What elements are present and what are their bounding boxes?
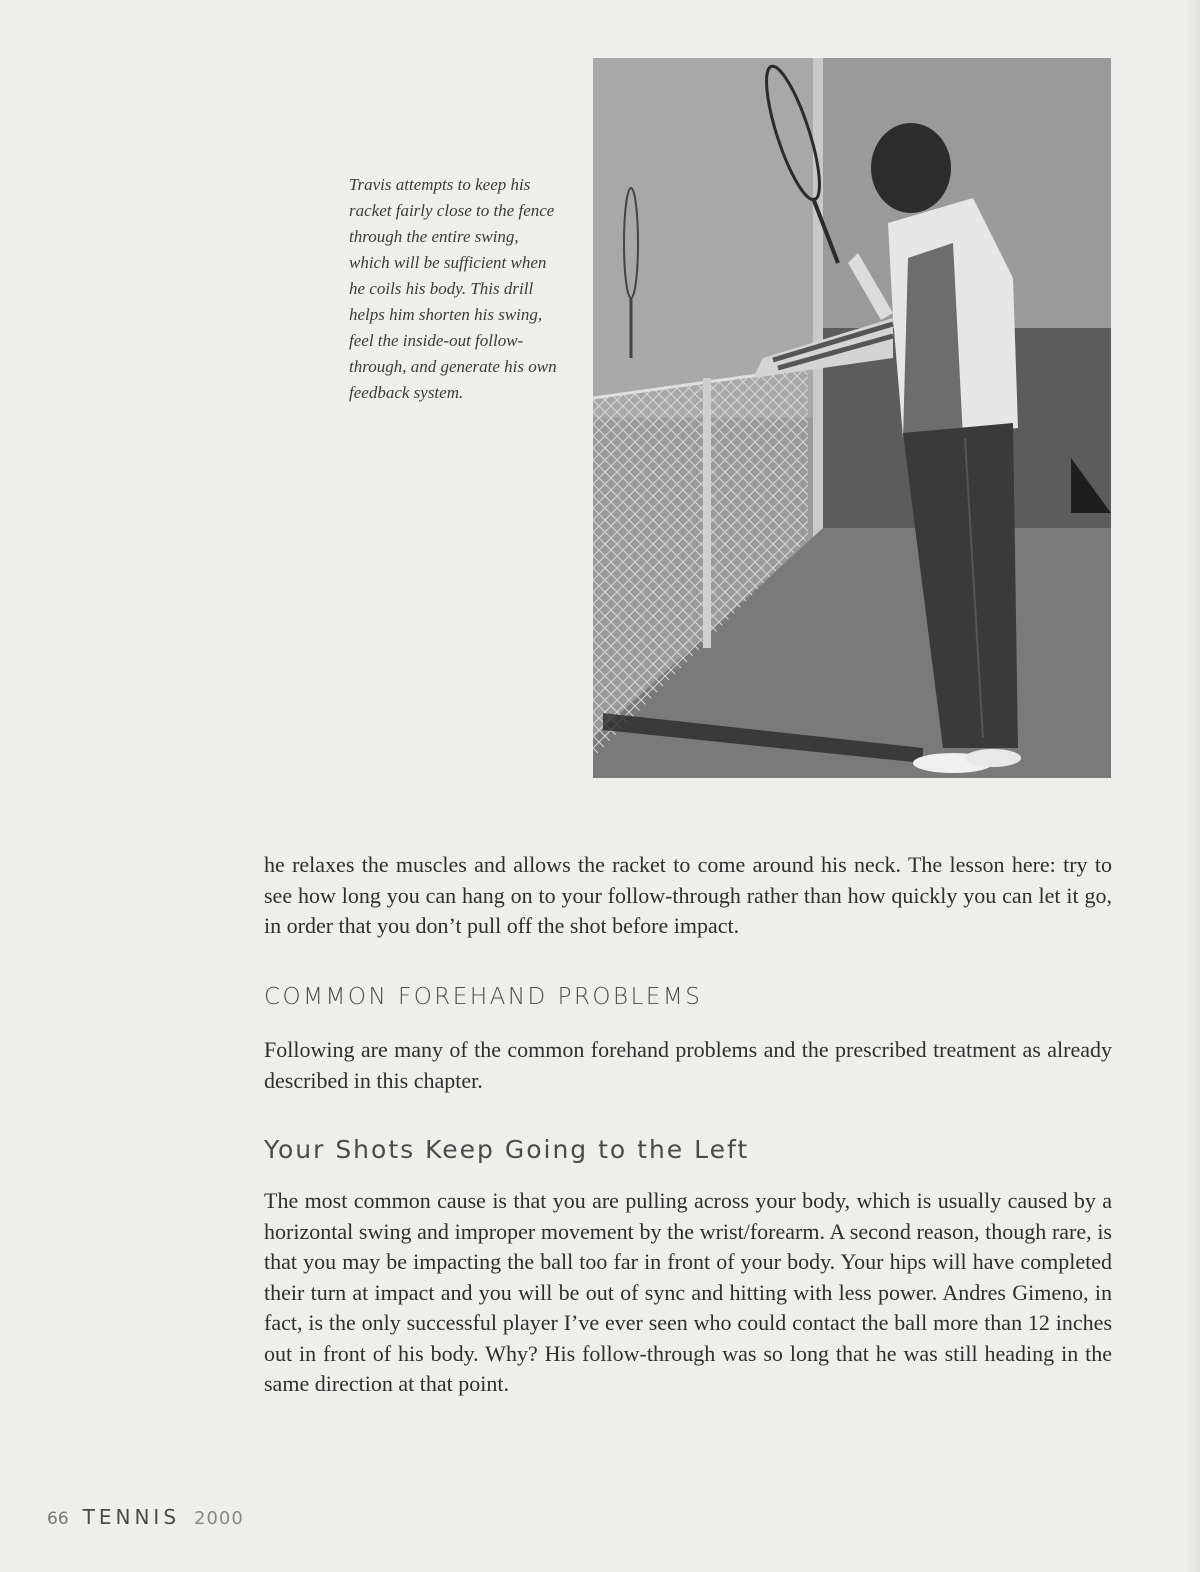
body-paragraph-intro: he relaxes the muscles and allows the racket to come around his neck. The lesson here: try to see how long you can hang on to your follow-through rather than how quickly you can let it go, in order that you don’t pull off the shot before impact. (264, 852, 1112, 938)
page-number: 66 (47, 1509, 69, 1529)
page-edge-shadow (1186, 0, 1200, 1572)
page-footer (47, 1505, 244, 1529)
body-paragraph-common: Following are many of the common forehand problems and the prescribed treatment as already described in this chapter. (264, 1037, 1112, 1093)
body-paragraph-left: The most common cause is that you are pulling across your body, which is usually caused by a horizontal swing and improper movement by the wrist/forearm. A second reason, though rare, is that you may be impacting the ball too far in front of your body. Your hips will have completed their turn at impact and you will be out of sync and hitting with less power. Andres Gimeno, in fact, is the only successful player I’ve ever seen who could contact the ball more than 12 inches out in front of his body. Why? His follow-through was so long that he was still heading in the same direction at that point. (264, 1188, 1112, 1396)
book-title: TENNIS (82, 1505, 181, 1529)
tennis-fence-drill-photo (593, 58, 1111, 778)
subsection-heading: Your Shots Keep Going to the Left (264, 1135, 750, 1164)
photo-caption: Travis attempts to keep his racket fairly close to the fence through the entire swing, which will be sufficient when he coils his body. This drill helps him shorten his swing, feel the inside-out follow-through, and generate his own feedback system. (349, 175, 557, 402)
book-year: 2000 (194, 1508, 244, 1529)
section-heading: COMMON FOREHAND PROBLEMS (264, 984, 703, 1010)
